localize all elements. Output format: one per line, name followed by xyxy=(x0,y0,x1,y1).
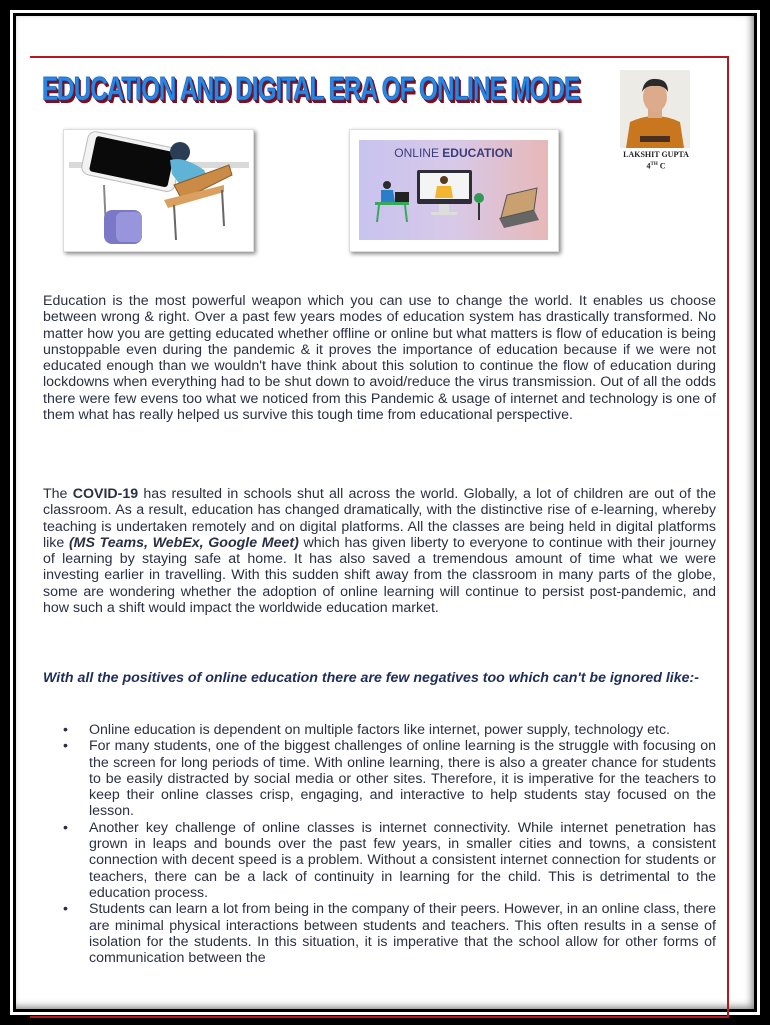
bullet-icon: • xyxy=(63,901,68,918)
list-item-text: Another key challenge of online classes is internet connectivity. While internet penetration has grown in leaps and bounds over the past few years, in smaller cities and towns, a consistent connection with decent speed is a problem. Without a consistent internet connection for students or teachers, there can be a lack of continuity in learning for the child. This is detrimental to the education process. xyxy=(89,819,716,901)
author-class xyxy=(611,160,701,172)
covid-paragraph-text-3: which has given liberty to everyone to continue with their journey of learning by staying safe at home. It has also saved a tremendous amount of time what we were investing earlier in travelling. With this sudden shift away from the classroom in many parts of the globe, some are wondering whether the adoption of online learning will continue to persist post-pandemic, and how such a shift would impact the worldwide education market. xyxy=(43,534,716,617)
covid-paragraph-text-2: has resulted in schools shut all across the world. Globally, a lot of children are out of the classroom. As a result, education has changed dramatically, with the distinctive rise of e-learning, whereby teaching is undertaken remotely and on digital platforms. All the classes are being held in digital platforms like xyxy=(43,486,716,551)
online-class-graphic xyxy=(359,140,548,240)
author-class-suffix: TH xyxy=(650,162,658,167)
document-page xyxy=(16,16,754,1009)
author-photo xyxy=(620,70,690,148)
bullet-icon: • xyxy=(63,722,68,738)
covid-19-term: COVID-19 xyxy=(72,486,139,502)
list-item-text: Online education is dependent on multiple factors like internet, power supply, technology etc. xyxy=(89,722,670,738)
author-name: LAKSHIT GUPTA xyxy=(623,150,689,159)
page-title: EDUCATION AND DIGITAL ERA OF ONLINE MODE xyxy=(42,70,580,107)
intro-paragraph: Education is the most powerful weapon which you can use to change the world. It enables us choose between wrong & right. Over a past few years modes of education system has drastically transformed. No matter how you are getting educated whether offline or online but what matters is flow of education is being unstoppable even during the pandemic & it proves the importance of education because if we were not educated enough than we wouldn't have think about this solution to continue the flow of education during lockdowns when everything had to be shut down to avoid/reduce the virus transmission. Out of all the odds there were few evens too what we noticed from this Pandemic & usage of internet and technology is one of them what has really helped us survive this tough time from educational perspective. xyxy=(43,293,716,424)
banner-title-bold: EDUCATION xyxy=(442,146,513,160)
platforms-list: (MS Teams, WebEx, Google Meet) xyxy=(68,534,299,551)
list-item xyxy=(43,820,716,901)
list-item xyxy=(43,738,716,819)
banner-title-light: ONLINE xyxy=(394,146,443,160)
author-portrait xyxy=(620,70,690,148)
negatives-list xyxy=(43,722,716,966)
list-item-text: For many students, one of the biggest challenges of online learning is the struggle with focusing on the screen for long periods of time. With online learning, there is also a greater chance for students to be easily distracted by social media or other sites. Therefore, it is imperative for the teachers to keep their online classes crisp, engaging, and interactive to help students stay focused on the lesson. xyxy=(89,738,716,820)
list-item-text: Students can learn a lot from being in the company of their peers. However, in an online class, there are minimal physical interactions between students and teachers. This often results in a sense of isolation for the students. In this situation, it is imperative that the school allow for other forms of communication between the xyxy=(89,901,716,967)
covid-paragraph xyxy=(43,486,716,616)
online-education-banner-image xyxy=(359,140,548,240)
author-class-number: 4 xyxy=(646,161,651,171)
negatives-heading: With all the positives of online education there are few negatives too which can't be ignored like:- xyxy=(43,670,699,686)
bullet-icon: • xyxy=(63,738,68,755)
author-caption xyxy=(611,150,701,172)
author-class-section: C xyxy=(657,161,666,171)
student-phone-image xyxy=(64,130,253,251)
list-item xyxy=(43,722,716,738)
covid-paragraph-text-1: The xyxy=(43,486,73,502)
list-item xyxy=(43,901,716,966)
bullet-icon: • xyxy=(63,819,68,836)
online-education-banner xyxy=(349,129,559,252)
student-phone-illustration xyxy=(63,129,254,252)
